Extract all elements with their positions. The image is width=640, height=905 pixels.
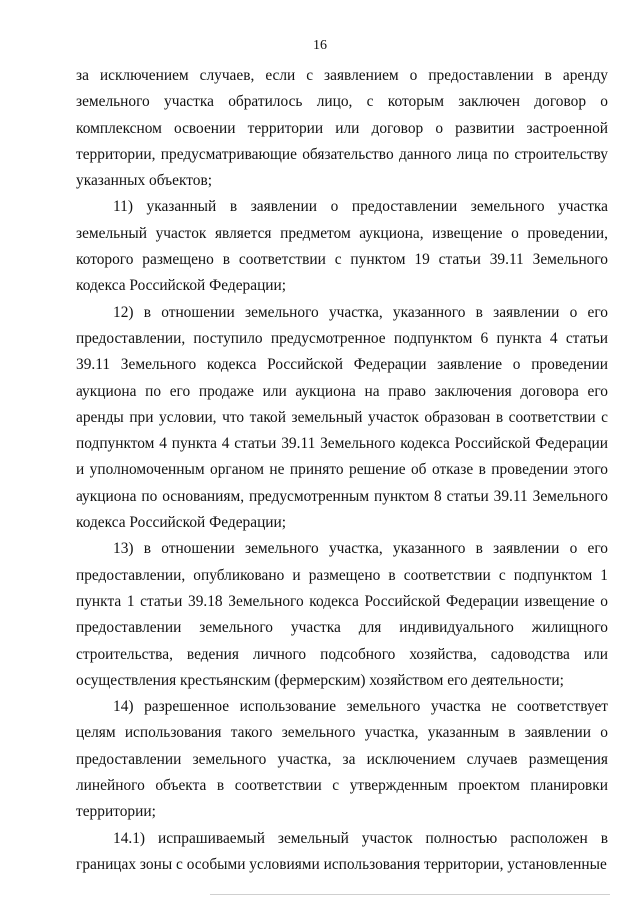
document-body: [76, 63, 608, 878]
paragraph-item-14-1: 14.1) испрашиваемый земельный участок полностью расположен в границах зоны с особыми условиями использования территории, установленные: [76, 829, 608, 873]
paragraph-item-12: 12) в отношении земельного участка, указанного в заявлении о его предоставлении, поступило предусмотренное подпунктом 6 пункта 4 статьи 39.11 Земельного кодекса Российской Федерации заявление о проведении аукциона по его продаже или аукциона на право заключения договора его аренды при условии, что такой земельный участок образован в соответствии с подпунктом 4 пункта 4 статьи 39.11 Земельного кодекса Российской Федерации и уполномоченным органом не принято решение об отказе в проведении этого аукциона по основаниям, предусмотренным пунктом 8 статьи 39.11 Земельного кодекса Российской Федерации;: [76, 303, 608, 532]
paragraph-item-11: 11) указанный в заявлении о предоставлении земельного участка земельный участок является предметом аукциона, извещение о проведении, которого размещено в соответствии с пунктом 19 статьи 39.11 Земельного кодекса Российской Федерации;: [76, 198, 608, 295]
paragraph-continuation: за исключением случаев, если с заявлением о предоставлении в аренду земельного участка обратилось лицо, с которым заключен договор о комплексном освоении территории или договор о развитии застроенной территории, предусматривающие обязательство данного лица по строительству указанных объектов;: [76, 67, 608, 190]
paragraph-item-13: 13) в отношении земельного участка, указанного в заявлении о его предоставлении, опубликовано и размещено в соответствии с подпунктом 1 пункта 1 статьи 39.18 Земельного кодекса Российской Федерации извещение о предоставлении земельного участка для индивидуального жилищного строительства, ведения личного подсобного хозяйства, садоводства или осуществления крестьянским (фермерским) хозяйством его деятельности;: [76, 540, 608, 689]
scan-edge-line: [210, 894, 610, 895]
page-number: 16: [313, 38, 327, 53]
paragraph-item-14: 14) разрешенное использование земельного участка не соответствует целям использования такого земельного участка, указанным в заявлении о предоставлении земельного участка, за исключением случаев размещения линейного объекта в соответствии с утвержденным проектом планировки территории;: [76, 698, 608, 821]
